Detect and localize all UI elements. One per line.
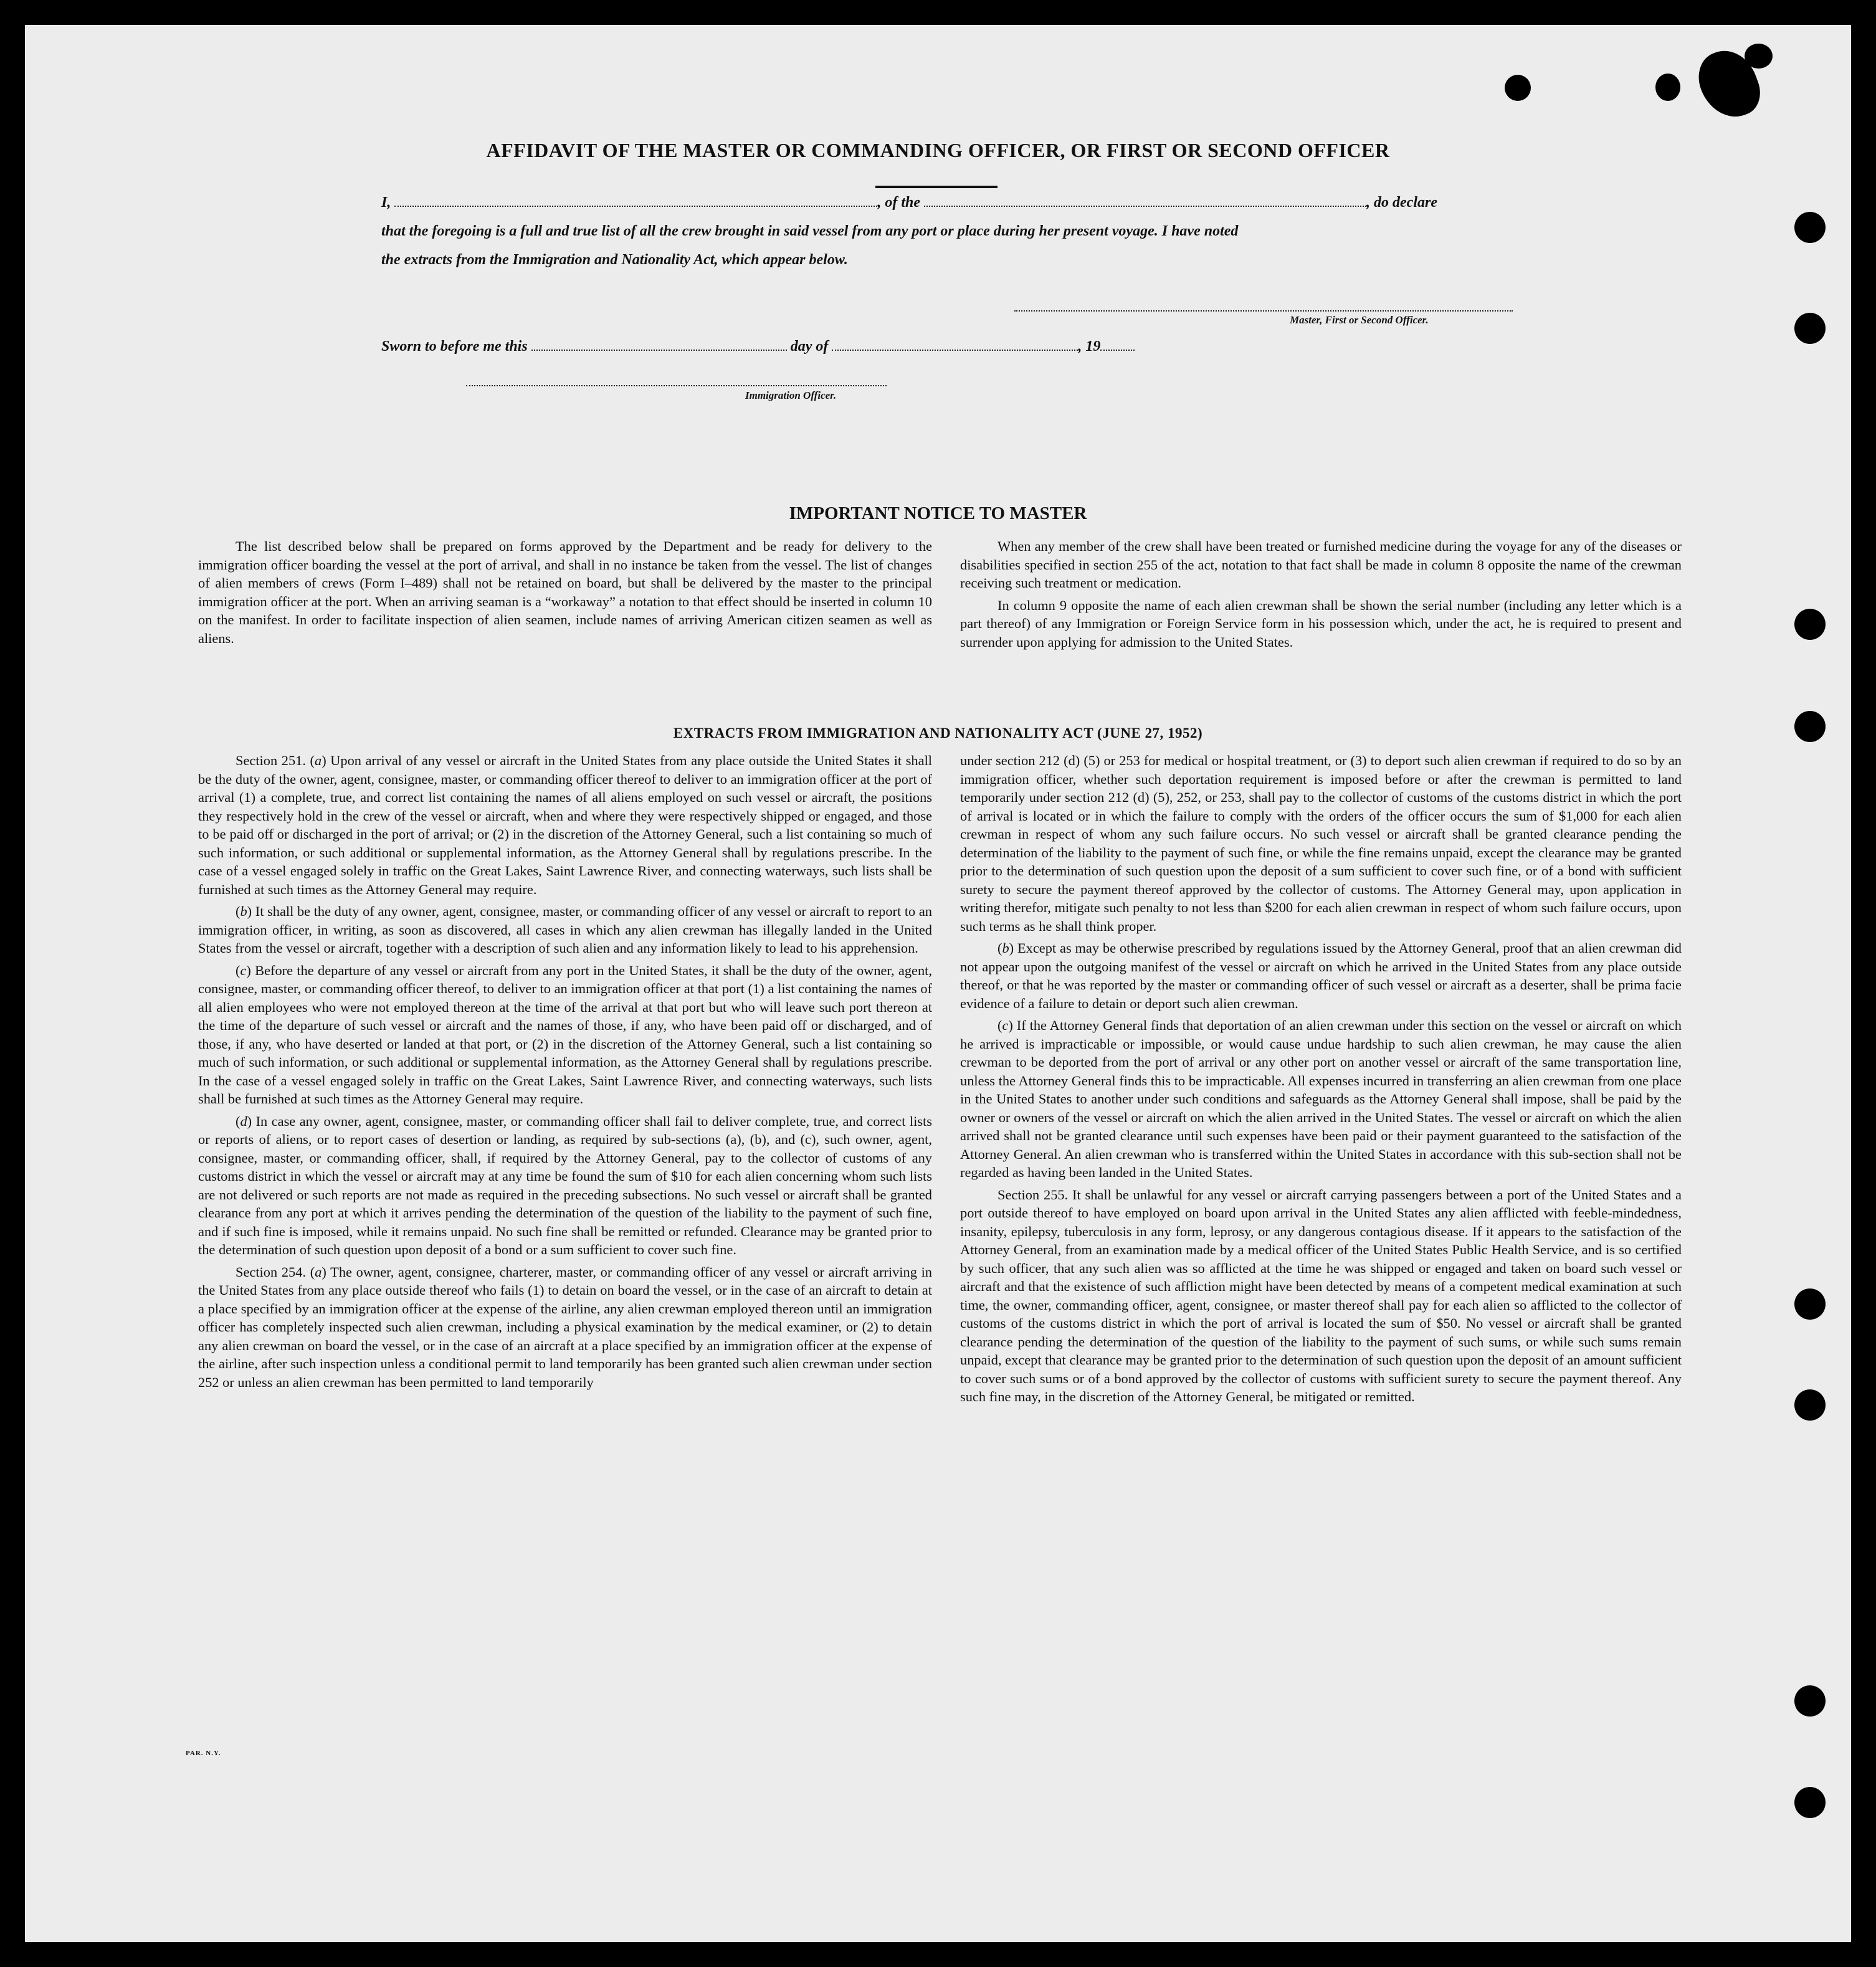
- declaration-i: I,: [381, 194, 391, 211]
- punch-hole: [1794, 1288, 1826, 1320]
- extracts-right-column: [960, 751, 1682, 1410]
- section-251b: (b) It shall be the duty of any owner, agent, consignee, master, or commanding officer of any vessel or aircraft to report to an immigration officer, in writing, as soon as discovered, all cases in which any alien crewman has illegally landed in the United States from the vessel or aircraft, together with a description of such alien and any information likely to lead to his apprehension.: [198, 903, 932, 956]
- section-254b: (b) Except as may be otherwise prescribed by regulations issued by the Attorney General, proof that an alien crewman did not appear upon the outgoing manifest of the vessel or aircraft on which he arrived in the United States from any place outside thereof, or that he was reported by the master or commanding officer of such vessel or aircraft as a deserter, shall be prima facie evidence of a failure to detain or deport such alien crewman.: [960, 940, 1682, 1011]
- section-251c: (c) Before the departure of any vessel or aircraft from any port in the United States, it shall be the duty of the owner, agent, consignee, master, or commanding officer thereof, to deliver to an immigration officer at that port (1) a list containing the names of all alien employees who were not employed thereon at the time of the arrival at that port but who will leave such port thereon at the time of the departure of such vessel or aircraft and the names of those, if any, who have been paid off or discharged, and of those, if any, who have deserted or landed at that port, or (2) in the discretion of the Attorney General, such a list containing so much of such information, or such additional or supplemental information, as the Attorney General shall by regulations prescribe. In the case of a vessel engaged solely in traffic on the Great Lakes, Saint Lawrence River, and connecting waterways, such lists shall be furnished at such times as the Attorney General may require.: [198, 962, 932, 1107]
- punch-hole: [1794, 1685, 1826, 1717]
- section-255: Section 255. It shall be unlawful for any vessel or aircraft carrying passengers between a port of the United States and a port outside thereof to have employed on board upon arrival in the United States any alien afflicted with feeble-mindedness, insanity, epilepsy, tuberculosis in any form, leprosy, or any dangerous contagious disease. If it appears to the satisfaction of the Attorney General, from an examination made by a medical officer of the United States Public Health Service, and is so certified by such officer, that any such alien was so afflicted at the time he was shipped or engaged and taken on board such vessel or aircraft and that the existence of such affliction might have been detected by means of a competent medical examination at such time, the owner, commanding officer, agent, consignee, or master thereof shall pay for each alien so afflicted to the collector of customs of the customs district in which the port of arrival is located the sum of $50. No vessel or aircraft shall be granted clearance pending the determination of the question of the liability to the payment of such sums, or while such sums remain unpaid, except that clearance may be granted prior to the determination of such question upon the deposit of an amount sufficient to cover such sums or of a bond approved by the collector of customs with sufficient surety to secure the payment thereof. Any such fine may, in the discretion of the Attorney General, be mitigated or remitted.: [960, 1186, 1682, 1404]
- year-label: , 19: [1078, 338, 1101, 355]
- name-field[interactable]: [394, 196, 877, 207]
- declaration-line-3: the extracts from the Immigration and Nationality Act, which appear below.: [381, 252, 848, 268]
- printer-mark: PAR. N.Y.: [186, 1750, 221, 1757]
- section-251a: Section 251. (a) Upon arrival of any vessel or aircraft in the United States from any place outside the United States it shall be the duty of the owner, agent, consignee, master, or commanding officer thereof to deliver to an immigration officer at the port of arrival (1) a complete, true, and correct list containing the names of all aliens employed on such vessel or aircraft, the positions they respectively hold in the crew of the vessel or aircraft, when and where they were respectively shipped or engaged, and those to be paid off or discharged in the port of arrival; or (2) in the discretion of the Attorney General, such a list containing so much of such information, or such additional or supplemental information, as the Attorney General shall by regulations prescribe. In the case of a vessel engaged solely in traffic on the Great Lakes, Saint Lawrence River, and connecting waterways, such lists shall be furnished at such times as the Attorney General may require.: [198, 753, 933, 897]
- punch-hole: [1794, 313, 1826, 344]
- sworn-month-field[interactable]: [832, 340, 1078, 351]
- section-251d: (d) In case any owner, agent, consignee, master, or commanding officer shall fail to deliver complete, true, and correct lists or reports of aliens, or to report cases of desertion or landing, as required by sub-sections (a), (b), and (c), such owner, agent, consignee, master, or commanding officer, shall, if required by the Attorney General, pay to the collector of customs of any customs district in which the vessel or aircraft may at any time be found the sum of $10 for each alien concerning whom such lists are not delivered or such reports are not made as required in the preceding subsections. No such vessel or aircraft shall be granted clearance from any port at which it arrives pending the determination of the question of the liability to the payment of such fine, and if such fine is imposed, while it remains unpaid. No such fine shall be remitted or refunded. Clearance may be granted prior to the determination of such question upon deposit of a bond or a sum sufficient to cover such fine.: [198, 1113, 932, 1257]
- extracts-left-column: [198, 751, 932, 1395]
- notice-right-column: [960, 537, 1682, 655]
- punch-hole: [1794, 609, 1826, 640]
- punch-hole: [1655, 74, 1680, 101]
- punch-hole: [1794, 1787, 1826, 1818]
- form-page: [25, 25, 1851, 1942]
- declaration-declare: , do declare: [1366, 194, 1437, 211]
- immigration-caption: Immigration Officer.: [745, 389, 837, 401]
- affidavit-title: AFFIDAVIT OF THE MASTER OR COMMANDING OFFICER, OR FIRST OR SECOND OFFICER: [486, 139, 1390, 161]
- master-caption: Master, First or Second Officer.: [1290, 314, 1429, 326]
- notice-left-column: [198, 537, 932, 651]
- master-signature-line[interactable]: [1014, 310, 1513, 312]
- punch-hole: [1794, 1389, 1826, 1421]
- sworn-day-field[interactable]: [531, 340, 787, 351]
- declaration-of-the: , of the: [877, 194, 921, 211]
- notice-right-paragraph-1: When any member of the crew shall have been treated or furnished medicine during the voyage for any of the diseases or disabilities specified in section 255 of the act, notation to that fact shall be made in column 8 opposite the name of the crewman receiving such treatment or medication.: [960, 538, 1682, 591]
- sworn-line: [381, 332, 1553, 361]
- section-254a: Section 254. (a) The owner, agent, consignee, charterer, master, or commanding officer of any vessel or aircraft arriving in the United States from any place outside thereof who fails (1) to detain on board the vessel, or in the case of an aircraft to detain at a place specified by an immigration officer at the expense of the airline, any alien crewman employed thereon until an immigration officer has completely inspected such alien crewman, including a physical examination by the medical examiner, or (2) to detain any alien crewman on board the vessel, or in the case of an aircraft at a place specified by an immigration officer at the expense of the airline, after such inspection unless a conditional permit to land temporarily has been granted such alien crewman under section 252 or unless an alien crewman has been permitted to land temporarily: [198, 1264, 933, 1390]
- declaration-line-2: that the foregoing is a full and true list of all the crew brought in said vessel from any port or place during her present voyage. I have noted: [381, 223, 1239, 239]
- notice-left-paragraph: The list described below shall be prepared on forms approved by the Department and be ready for delivery to the immigration officer boarding the vessel at the port of arrival, and shall in no instance be taken from the vessel. The list of changes of alien members of crews (Form I–489) shall not be retained on board, but shall be delivered by the master to the principal immigration officer at the port. When an arriving seaman is a “workaway” a notation to that effect should be inserted in column 10 on the manifest. In order to facilitate inspection of alien seamen, include names of arriving American citizen seamen as well as aliens.: [198, 538, 932, 646]
- ink-blot: [1745, 44, 1773, 69]
- notice-heading: IMPORTANT NOTICE TO MASTER: [789, 503, 1087, 523]
- day-of-label: day of: [790, 338, 829, 355]
- section-254c: (c) If the Attorney General finds that deportation of an alien crewman under this section on the vessel or aircraft on which he arrived is impracticable or impossible, or would cause undue hardship to such alien crewman, he may cause the alien crewman to be deported from the port of arrival or any other port on another vessel or aircraft of the same transportation line, unless the Attorney General finds this to be impracticable. All expenses incurred in transferring an alien crewman from one place in the United States to another under such conditions and safeguards as the Attorney General shall impose, shall be paid by the owner or owners of the vessel or aircraft on which the alien arrived in the United States. The vessel or aircraft on which the alien arrived shall not be granted clearance until such expenses have been paid or their payment guaranteed to the satisfaction of the Attorney General. An alien crewman who is transferred within the United States in accordance with this sub-section shall not be regarded as having been landed in the United States.: [960, 1017, 1682, 1180]
- punch-hole: [1794, 212, 1826, 243]
- section-254a-continued: under section 212 (d) (5) or 253 for medical or hospital treatment, or (3) to deport such alien crewman if required to do so by an immigration officer, whether such deportation requirement is imposed before or after the crewman is permitted to land temporarily under section 212 (d) (5), 252, or 253, shall pay to the collector of customs of the customs district in which the port of arrival is located or in which the failure to comply with the orders of the officer occurs the sum of $1,000 for each alien crewman in respect of whom any such failure occurs. No such vessel or aircraft shall be granted clearance pending the determination of the liability to the payment of such fine, or while the fine remains unpaid, except the clearance may be granted prior to the determination of such question upon the deposit of a sum sufficient to cover such fine, or of a bond with sufficient surety to secure the payment thereof approved by the collector of customs. The Attorney General may, upon application in writing therefor, mitigate such penalty to not less than $200 for each alien crewman in respect of whom such failure occurs, upon such terms as he shall think proper.: [960, 753, 1682, 934]
- notice-right-paragraph-2: In column 9 opposite the name of each alien crewman shall be shown the serial number (including any letter which is a part thereof) of any Immigration or Foreign Service form in his possession which, under the act, he is required to present and surrender upon applying for admission to the United States.: [960, 597, 1682, 650]
- punch-hole: [1505, 75, 1531, 101]
- sworn-label: Sworn to before me this: [381, 338, 528, 355]
- extracts-heading: EXTRACTS FROM IMMIGRATION AND NATIONALITY ACT (JUNE 27, 1952): [673, 725, 1203, 741]
- immigration-signature-line[interactable]: [466, 385, 887, 386]
- sworn-year-field[interactable]: [1100, 340, 1135, 351]
- declaration-line-1: [381, 188, 1553, 217]
- vessel-field[interactable]: [924, 196, 1366, 207]
